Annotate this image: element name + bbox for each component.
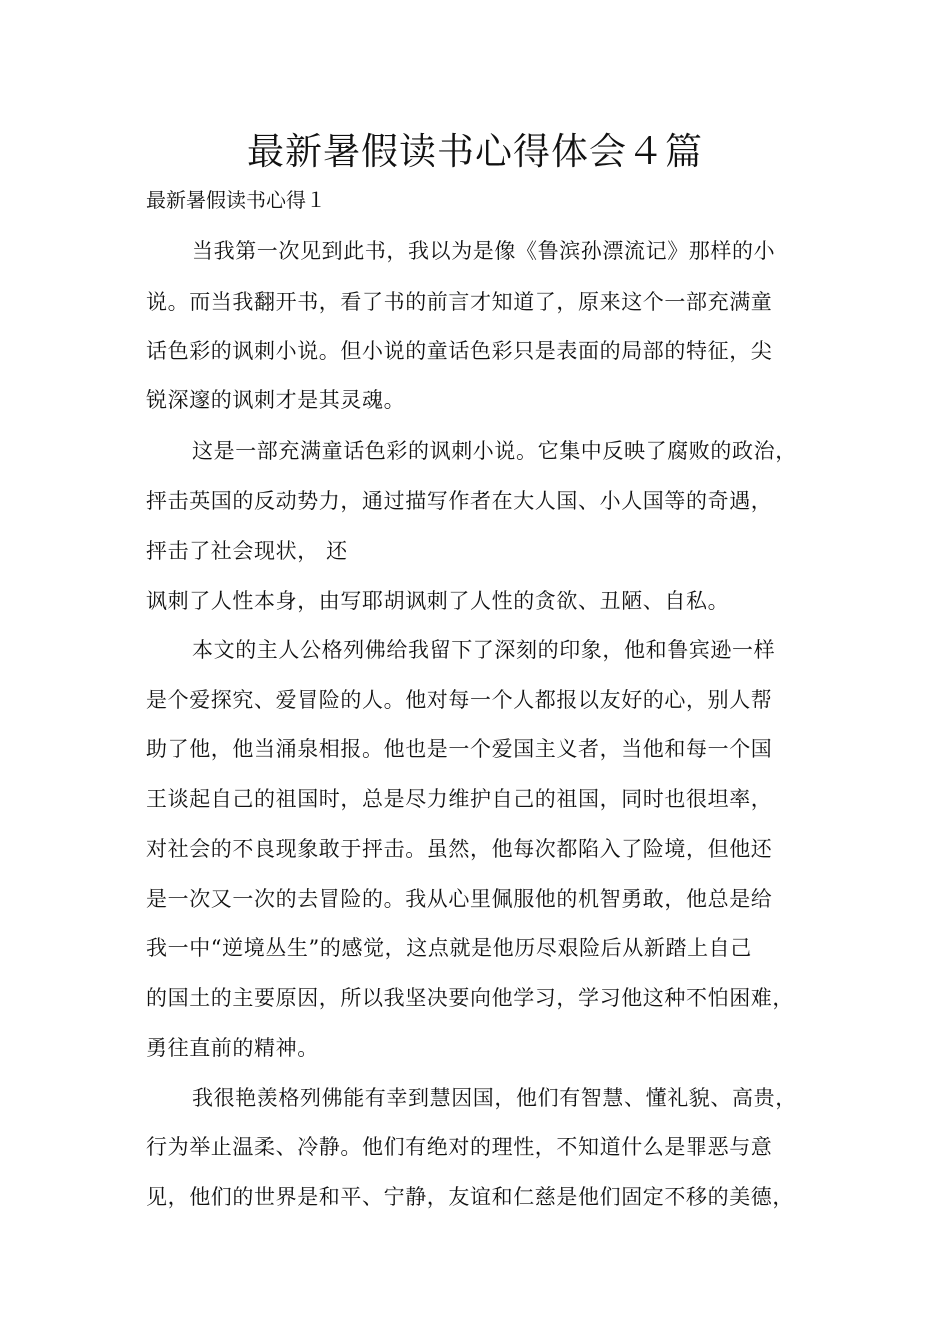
paragraph-line: 王谈起自己的祖国时，总是尽力维护自己的祖国，同时也很坦率， (146, 787, 773, 811)
paragraph-line: 勇往直前的精神。 (146, 1036, 319, 1060)
paragraph-line: 见，他们的世界是和平、宁静，友谊和仁慈是他们固定不移的美德， (146, 1185, 794, 1209)
paragraph-line: 助了他，他当涌泉相报。他也是一个爱国主义者，当他和每一个国 (146, 737, 773, 761)
paragraph-line: 我很艳羡格列佛能有幸到慧因国，他们有智慧、懂礼貌、高贵， (192, 1086, 797, 1110)
paragraph-line: 抨击了社会现状， 还 (146, 539, 348, 563)
paragraph-line: 行为举止温柔、冷静。他们有绝对的理性，不知道什么是罪恶与意 (146, 1135, 773, 1159)
paragraph-line: 的国土的主要原因，所以我坚决要向他学习，学习他这种不怕困难， (146, 986, 794, 1010)
paragraph-line: 对社会的不良现象敢于抨击。虽然，他每次都陷入了险境，但他还 (146, 837, 773, 861)
paragraph-line: 当我第一次见到此书，我以为是像《鲁滨孙漂流记》那样的小 (192, 239, 776, 263)
paragraph-line: 本文的主人公格列佛给我留下了深刻的印象，他和鲁宾逊一样 (192, 638, 776, 662)
paragraph-line: 讽刺了人性本身，由写耶胡讽刺了人性的贪欲、丑陋、自私。 (146, 589, 730, 613)
document-title: 最新暑假读书心得体会４篇 (247, 130, 703, 173)
paragraph-line: 这是一部充满童话色彩的讽刺小说。它集中反映了腐败的政治， (192, 439, 797, 463)
section-heading: 最新暑假读书心得１ (146, 188, 326, 212)
paragraph-line: 锐深邃的讽刺才是其灵魂。 (146, 388, 406, 412)
paragraph-line: 是一次又一次的去冒险的。我从心里佩服他的机智勇敢，他总是给 (146, 887, 773, 911)
paragraph-line: 话色彩的讽刺小说。但小说的童话色彩只是表面的局部的特征，尖 (146, 339, 773, 363)
paragraph-line: 说。而当我翻开书，看了书的前言才知道了，原来这个一部充满童 (146, 290, 773, 314)
paragraph-line: 是个爱探究、爱冒险的人。他对每一个人都报以友好的心，别人帮 (146, 688, 773, 712)
paragraph-line: 抨击英国的反动势力，通过描写作者在大人国、小人国等的奇遇， (146, 489, 773, 513)
paragraph-line: 我一中“逆境丛生”的感觉，这点就是他历尽艰险后从新踏上自己 (146, 936, 752, 960)
